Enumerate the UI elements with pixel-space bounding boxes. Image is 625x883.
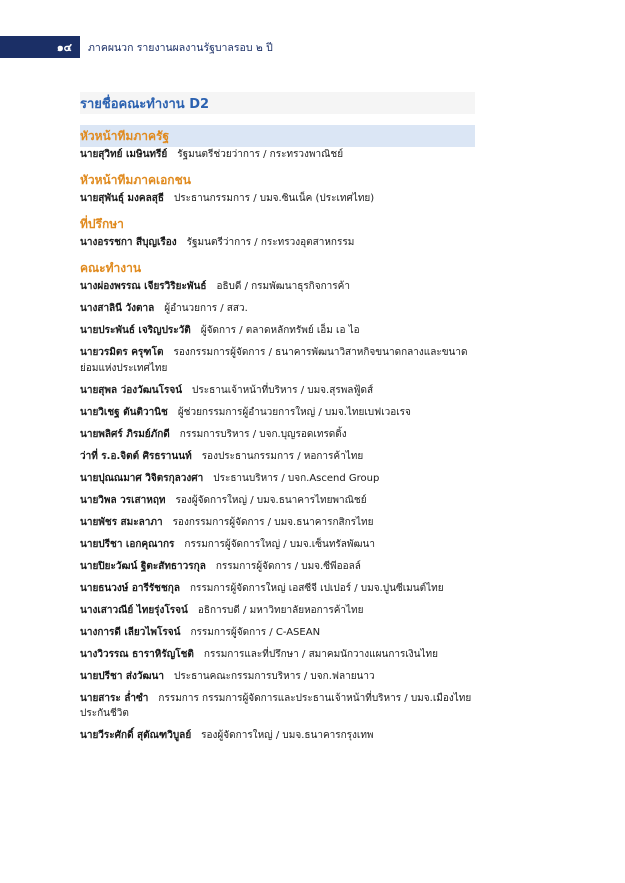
member-name: นางวิวรรณ ธาราหิรัญโชติ	[80, 648, 194, 660]
member-row	[80, 647, 475, 663]
member-role: กรรมการผู้จัดการ / C-ASEAN	[190, 626, 321, 638]
member-role: รองผู้จัดการใหญ่ / บมจ.ธนาคารกรุงเทพ	[201, 730, 374, 741]
member-role: กรรมการผู้จัดการใหญ่ / บมจ.เซ็นทรัลพัฒนา	[184, 538, 375, 550]
member-role: กรรมการ กรรมการผู้จัดการและประธานเจ้าหน้าที่บริหาร / บมจ.เมืองไทยประกันชีวิต	[80, 692, 472, 719]
member-row	[80, 493, 475, 509]
member-name: ว่าที่ ร.อ.จิตต์ ศิรธรานนท์	[80, 450, 192, 462]
member-name: นางอรรชกา สีบุญเรือง	[80, 237, 177, 248]
member-role: อธิการบดี / มหาวิทยาลัยหอการค้าไทย	[197, 604, 364, 616]
member-name: นายวิพล วรเสาหฤท	[80, 494, 166, 506]
running-title: ภาคผนวก รายงานผลงานรัฐบาลรอบ ๒ ปี	[88, 41, 273, 54]
member-name: นายปุณณมาศ วิจิตรกุลวงศา	[80, 472, 204, 484]
member-row	[80, 235, 475, 251]
member-name: นายวีระศักดิ์ สุตัณฑวิบูลย์	[80, 730, 192, 741]
group-heading-private-lead: หัวหน้าทีมภาคเอกชน	[80, 172, 191, 187]
member-row	[80, 471, 475, 487]
member-role: รองกรรมการผู้จัดการ / ธนาคารพัฒนาวิสาหกิจขนาดกลางและขนาดย่อมแห่งประเทศไทย	[80, 347, 468, 374]
committee-list	[80, 125, 475, 750]
member-row	[80, 581, 475, 597]
group-heading-advisor: ที่ปรึกษา	[80, 216, 124, 231]
member-row	[80, 279, 475, 295]
member-name: นายธนวงษ์ อารีรัชชกุล	[80, 582, 180, 594]
member-role: รองกรรมการผู้จัดการ / บมจ.ธนาคารกสิกรไทย	[172, 516, 374, 528]
member-role: รัฐมนตรีว่าการ / กระทรวงอุตสาหกรรม	[186, 237, 355, 248]
member-name: นายปรีชา เอกคุณากร	[80, 538, 175, 550]
group-heading-government-lead: หัวหน้าทีมภาครัฐ	[80, 125, 475, 147]
member-name: นายปิยะวัฒน์ ฐิตะสัทธาวรกุล	[80, 560, 206, 572]
member-row	[80, 728, 475, 744]
member-row	[80, 405, 475, 421]
member-name: นายวิเชฐ ตันติวานิช	[80, 406, 168, 418]
member-row	[80, 669, 475, 685]
member-name: นายปรีชา ส่งวัฒนา	[80, 670, 164, 682]
member-row	[80, 625, 475, 641]
member-name: นายพลิศร์ ภิรมย์ภักดี	[80, 428, 170, 440]
member-role: รองประธานกรรมการ / หอการค้าไทย	[201, 450, 364, 462]
member-role: ประธานบริหาร / บจก.Ascend Group	[213, 472, 380, 484]
member-name: นางผ่องพรรณ เจียรวิริยะพันธ์	[80, 281, 207, 292]
member-row	[80, 383, 475, 399]
member-row	[80, 427, 475, 443]
member-name: นายประพันธ์ เจริญประวัติ	[80, 325, 191, 336]
member-role: ผู้จัดการ / ตลาดหลักทรัพย์ เอ็ม เอ ไอ	[200, 325, 360, 336]
member-role: ประธานคณะกรรมการบริหาร / บจก.ฟลายนาว	[174, 670, 375, 682]
member-role: ประธานกรรมการ / บมจ.ซินเน็ค (ประเทศไทย)	[173, 193, 375, 204]
member-row	[80, 301, 475, 317]
member-row	[80, 323, 475, 339]
member-name: นางเสาวณีย์ ไทยรุ่งโรจน์	[80, 604, 188, 616]
member-row	[80, 449, 475, 465]
page-header	[0, 36, 625, 58]
group-heading-working-team: คณะทำงาน	[80, 260, 142, 275]
member-row	[80, 345, 475, 376]
member-row	[80, 559, 475, 575]
member-name: นายวรมิตร ครุฑโต	[80, 347, 164, 358]
member-name: นายพัชร สมะลาภา	[80, 516, 163, 528]
member-row	[80, 515, 475, 531]
member-name: นางการดี เลียวไพโรจน์	[80, 626, 181, 638]
member-row	[80, 603, 475, 619]
section-title: รายชื่อคณะทำงาน D2	[80, 92, 475, 114]
page-number: ๑๔	[0, 36, 80, 58]
member-name: นายสุพันธุ์ มงคลสุธี	[80, 193, 164, 204]
member-row	[80, 147, 475, 163]
member-role: รองผู้จัดการใหญ่ / บมจ.ธนาคารไทยพาณิชย์	[175, 494, 367, 506]
member-role: ประธานเจ้าหน้าที่บริหาร / บมจ.สุรพลฟู้ดส์	[192, 384, 374, 396]
member-role: รัฐมนตรีช่วยว่าการ / กระทรวงพาณิชย์	[177, 149, 344, 160]
member-role: อธิบดี / กรมพัฒนาธุรกิจการค้า	[216, 281, 350, 292]
member-role: กรรมการผู้จัดการใหญ่ เอสซีจี เปเปอร์ / บมจ.ปูนซีเมนต์ไทย	[189, 582, 444, 594]
member-name: นายสาระ ล่ำซำ	[80, 692, 149, 704]
member-role: กรรมการและที่ปรึกษา / สมาคมนักวางแผนการเงินไทย	[203, 648, 438, 660]
member-role: กรรมการผู้จัดการ / บมจ.ซีพีออลล์	[215, 560, 361, 572]
member-name: นายสุพล ว่องวัฒนโรจน์	[80, 384, 183, 396]
member-role: ผู้อำนวยการ / สสว.	[164, 303, 248, 314]
member-row	[80, 691, 475, 722]
member-name: นางสาลินี วังตาล	[80, 303, 155, 314]
member-role: ผู้ช่วยกรรมการผู้อำนวยการใหญ่ / บมจ.ไทยเบฟเวอเรจ	[177, 406, 411, 418]
member-name: นายสุวิทย์ เมษินทรีย์	[80, 149, 168, 160]
member-row	[80, 537, 475, 553]
member-role: กรรมการบริหาร / บจก.บุญรอดเทรดดิ้ง	[179, 428, 347, 440]
member-row	[80, 191, 475, 207]
